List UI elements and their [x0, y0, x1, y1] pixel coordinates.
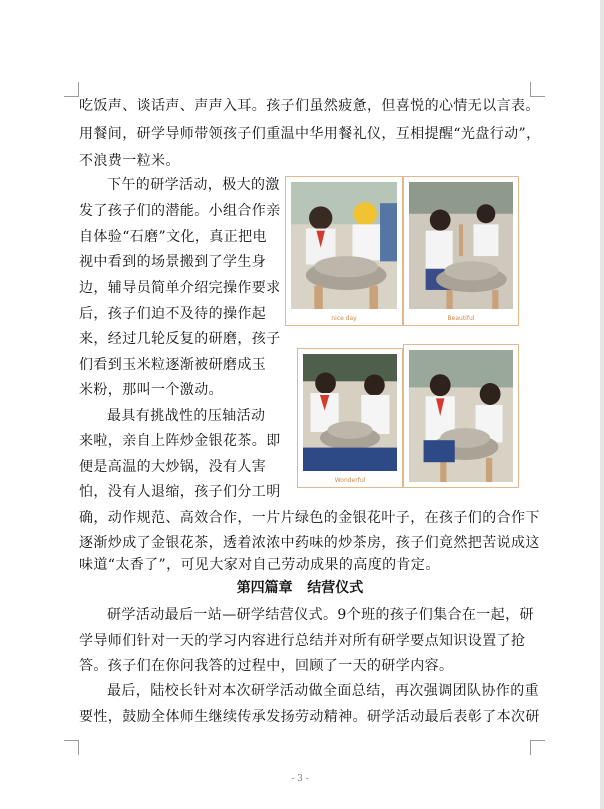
crop-mark-top-left: [64, 82, 79, 97]
text-line: 后，孩子们迫不及待的操作起: [79, 306, 267, 322]
photo-frame-nice-day: [285, 176, 403, 326]
text-line: 确，动作规范、高效合作，一片片绿色的金银花叶子，在孩子们的合作下: [79, 510, 540, 526]
photo-caption: Beautiful: [447, 315, 475, 322]
millstone-photo: [291, 182, 397, 309]
text-line: 答。孩子们在你问我答的过程中，回顾了一天的研学内容。: [79, 658, 454, 674]
text-line: 边，辅导员简单介绍完操作要求: [79, 280, 281, 296]
text-line: 味道“太香了”，可见大家对自己劳动成果的高度的肯定。: [79, 557, 440, 573]
millstone-photo: [409, 182, 513, 309]
text-line: 自体验“石磨”文化，真正把电: [79, 229, 267, 245]
text-line: 学导师们针对一天的学习内容进行总结并对所有研学要点知识设置了抢: [79, 633, 526, 649]
text-line: 下午的研学活动，极大的激: [107, 177, 280, 193]
photo-frame-beautiful: [403, 176, 519, 326]
text-line: 研学活动最后一站—研学结营仪式。9个班的孩子们集合在一起，研: [107, 607, 534, 623]
text-line: 视中看到的场景搬到了学生身: [79, 254, 267, 270]
millstone-photo: [409, 350, 513, 482]
photo-caption: nice day: [331, 315, 357, 322]
photo-collage: [285, 172, 517, 488]
text-line: 米粉，那叫一个激动。: [79, 382, 223, 398]
text-line: 用餐间，研学导师带领孩子们重温中华用餐礼仪，互相提醒“光盘行动”，: [79, 126, 541, 142]
photo-frame-wonderful: [297, 348, 403, 488]
text-line: 最后，陆校长针对本次研学活动做全面总结，再次强调团队协作的重: [107, 683, 539, 699]
crop-mark-bottom-left: [64, 740, 79, 755]
crop-mark-top-right: [530, 82, 545, 97]
text-line: 不浪费一粒米。: [79, 153, 180, 169]
text-line: 发了孩子们的潜能。小组合作亲: [79, 203, 281, 219]
text-line: 要性，鼓励全体师生继续传承发扬劳动精神。研学活动最后表彰了本次研: [79, 709, 540, 725]
text-line: 吃饭声、谈话声、声声入耳。孩子们虽然疲惫，但喜悦的心情无以言表。: [79, 98, 540, 114]
page-edge-shadow: [600, 0, 604, 809]
text-line: 来，经过几轮反复的研磨，孩子: [79, 331, 281, 347]
text-line: 来啦，亲自上阵炒金银花茶。即: [79, 433, 281, 449]
photo-caption: Wonderful: [334, 477, 366, 484]
crop-mark-bottom-right: [530, 740, 545, 755]
text-line: 逐渐炒成了金银花茶，透着浓浓中药味的炒茶房，孩子们竟然把苦说成这: [79, 535, 540, 551]
photo-frame-untitled: [403, 344, 519, 488]
text-line: 怕，没有人退缩，孩子们分工明: [79, 484, 281, 500]
page-number: - 3 -: [291, 774, 309, 784]
text-line: 最具有挑战性的压轴活动: [107, 408, 266, 424]
millstone-photo: [303, 354, 397, 471]
text-line: 们看到玉米粒逐渐被研磨成玉: [79, 357, 267, 373]
text-line: 便是高温的大炒锅，没有人害: [79, 459, 267, 475]
section-heading: 第四篇章 结营仪式: [236, 580, 364, 596]
